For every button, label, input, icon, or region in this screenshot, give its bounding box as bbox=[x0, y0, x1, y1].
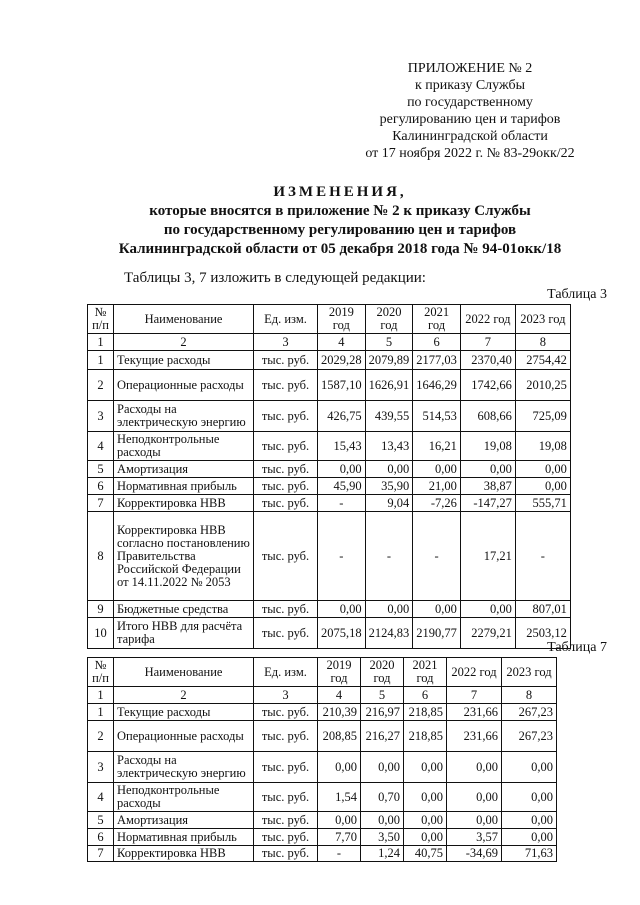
row-value: 21,00 bbox=[413, 478, 461, 495]
column-header-year: 2022 год bbox=[447, 658, 502, 687]
row-value: 13,43 bbox=[365, 432, 413, 461]
row-value: - bbox=[515, 512, 570, 601]
row-value: 0,00 bbox=[318, 812, 361, 829]
row-number: 4 bbox=[88, 783, 114, 812]
table-7 bbox=[87, 657, 557, 862]
column-header-unit: Ед. изм. bbox=[254, 658, 318, 687]
column-index: 8 bbox=[502, 687, 557, 704]
row-value: 35,90 bbox=[365, 478, 413, 495]
column-index: 7 bbox=[460, 334, 515, 351]
row-value: 0,00 bbox=[413, 601, 461, 618]
appendix-block bbox=[340, 60, 600, 162]
row-unit: тыс. руб. bbox=[254, 846, 318, 862]
row-value: 725,09 bbox=[515, 401, 570, 432]
row-value: 0,00 bbox=[502, 752, 557, 783]
row-name: Бюджетные средства bbox=[114, 601, 254, 618]
table-row bbox=[88, 370, 571, 401]
column-index-row bbox=[88, 687, 557, 704]
row-name: Расходы на электрическую энергию bbox=[114, 401, 254, 432]
column-header-year: 2023 год bbox=[515, 305, 570, 334]
row-unit: тыс. руб. bbox=[254, 512, 318, 601]
row-value: 0,00 bbox=[515, 461, 570, 478]
column-header-year: 2021 год bbox=[413, 305, 461, 334]
row-name: Амортизация bbox=[114, 461, 254, 478]
row-unit: тыс. руб. bbox=[254, 401, 318, 432]
table-row bbox=[88, 401, 571, 432]
row-name: Нормативная прибыль bbox=[114, 829, 254, 846]
column-index: 2 bbox=[114, 334, 254, 351]
appendix-line: Калининградской области bbox=[392, 129, 548, 144]
row-number: 5 bbox=[88, 812, 114, 829]
column-index: 1 bbox=[88, 334, 114, 351]
row-value: 2029,28 bbox=[318, 351, 366, 370]
column-index-row bbox=[88, 334, 571, 351]
row-number: 9 bbox=[88, 601, 114, 618]
row-unit: тыс. руб. bbox=[254, 812, 318, 829]
row-value: 208,85 bbox=[318, 721, 361, 752]
row-value: 19,08 bbox=[515, 432, 570, 461]
row-name: Текущие расходы bbox=[114, 351, 254, 370]
row-value: - bbox=[413, 512, 461, 601]
row-value: 267,23 bbox=[502, 704, 557, 721]
column-header-no: № п/п bbox=[88, 305, 114, 334]
column-header-year: 2020 год bbox=[365, 305, 413, 334]
row-value: 0,00 bbox=[404, 812, 447, 829]
column-header-year: 2023 год bbox=[502, 658, 557, 687]
column-header-unit: Ед. изм. bbox=[254, 305, 318, 334]
row-value: 807,01 bbox=[515, 601, 570, 618]
row-value: 2370,40 bbox=[460, 351, 515, 370]
row-value: 426,75 bbox=[318, 401, 366, 432]
row-value: 0,00 bbox=[447, 812, 502, 829]
row-value: 0,00 bbox=[404, 752, 447, 783]
row-number: 4 bbox=[88, 432, 114, 461]
row-number: 3 bbox=[88, 752, 114, 783]
row-value: 38,87 bbox=[460, 478, 515, 495]
row-number: 2 bbox=[88, 721, 114, 752]
row-value: 2177,03 bbox=[413, 351, 461, 370]
row-value: 0,70 bbox=[361, 783, 404, 812]
row-value: -34,69 bbox=[447, 846, 502, 862]
column-index: 4 bbox=[318, 334, 366, 351]
row-value: 439,55 bbox=[365, 401, 413, 432]
row-value: 216,97 bbox=[361, 704, 404, 721]
row-value: 1646,29 bbox=[413, 370, 461, 401]
column-index: 3 bbox=[254, 687, 318, 704]
row-name: Итого НВВ для расчёта тарифа bbox=[114, 618, 254, 649]
table-row bbox=[88, 601, 571, 618]
table-row bbox=[88, 752, 557, 783]
row-value: 40,75 bbox=[404, 846, 447, 862]
table-row bbox=[88, 783, 557, 812]
row-unit: тыс. руб. bbox=[254, 461, 318, 478]
row-value: 0,00 bbox=[460, 461, 515, 478]
table-row bbox=[88, 829, 557, 846]
row-value: 1587,10 bbox=[318, 370, 366, 401]
row-value: 0,00 bbox=[404, 829, 447, 846]
row-value: 2075,18 bbox=[318, 618, 366, 649]
column-index: 4 bbox=[318, 687, 361, 704]
row-number: 7 bbox=[88, 495, 114, 512]
row-value: 218,85 bbox=[404, 704, 447, 721]
row-value: 15,43 bbox=[318, 432, 366, 461]
row-name: Неподконтрольные расходы bbox=[114, 432, 254, 461]
table-row bbox=[88, 846, 557, 862]
row-value: 0,00 bbox=[365, 601, 413, 618]
row-value: 0,00 bbox=[318, 461, 366, 478]
appendix-line: регулированию цен и тарифов bbox=[379, 112, 561, 127]
row-value: 7,70 bbox=[318, 829, 361, 846]
row-value: 0,00 bbox=[515, 478, 570, 495]
row-value: 0,00 bbox=[413, 461, 461, 478]
row-value: 1,24 bbox=[361, 846, 404, 862]
column-index: 5 bbox=[365, 334, 413, 351]
row-number: 2 bbox=[88, 370, 114, 401]
row-number: 10 bbox=[88, 618, 114, 649]
column-index: 6 bbox=[404, 687, 447, 704]
column-header-no: № п/п bbox=[88, 658, 114, 687]
table-caption: Таблица 7 bbox=[547, 640, 607, 655]
table-row bbox=[88, 704, 557, 721]
row-unit: тыс. руб. bbox=[254, 752, 318, 783]
title-line: по государственному регулированию цен и тарифов bbox=[163, 222, 517, 238]
row-name: Корректировка НВВ согласно постановлению Правительства Российской Федерации от 14.11.2022 № 2053 bbox=[114, 512, 254, 601]
row-value: 2190,77 bbox=[413, 618, 461, 649]
row-value: 216,27 bbox=[361, 721, 404, 752]
column-header-name: Наименование bbox=[114, 658, 254, 687]
table-3 bbox=[87, 304, 571, 649]
row-value: 608,66 bbox=[460, 401, 515, 432]
row-value: 1,54 bbox=[318, 783, 361, 812]
row-value: 0,00 bbox=[447, 752, 502, 783]
column-index: 8 bbox=[515, 334, 570, 351]
row-value: 231,66 bbox=[447, 721, 502, 752]
column-header-year: 2020 год bbox=[361, 658, 404, 687]
row-number: 1 bbox=[88, 704, 114, 721]
row-value: -7,26 bbox=[413, 495, 461, 512]
row-value: 3,50 bbox=[361, 829, 404, 846]
row-value: - bbox=[318, 512, 366, 601]
table-row bbox=[88, 721, 557, 752]
row-value: 19,08 bbox=[460, 432, 515, 461]
row-value: 0,00 bbox=[318, 601, 366, 618]
header-row bbox=[88, 305, 571, 334]
appendix-line: по государственному bbox=[407, 95, 533, 110]
row-number: 6 bbox=[88, 478, 114, 495]
table-row bbox=[88, 351, 571, 370]
row-name: Текущие расходы bbox=[114, 704, 254, 721]
row-value: 0,00 bbox=[447, 783, 502, 812]
row-name: Операционные расходы bbox=[114, 721, 254, 752]
row-unit: тыс. руб. bbox=[254, 432, 318, 461]
row-value: 45,90 bbox=[318, 478, 366, 495]
row-value: - bbox=[318, 846, 361, 862]
row-name: Амортизация bbox=[114, 812, 254, 829]
row-value: 231,66 bbox=[447, 704, 502, 721]
row-value: 0,00 bbox=[502, 783, 557, 812]
column-index: 5 bbox=[361, 687, 404, 704]
row-number: 7 bbox=[88, 846, 114, 862]
title-heading: ИЗМЕНЕНИЯ, bbox=[273, 184, 407, 200]
row-value: 1626,91 bbox=[365, 370, 413, 401]
row-value: 2010,25 bbox=[515, 370, 570, 401]
row-unit: тыс. руб. bbox=[254, 704, 318, 721]
row-unit: тыс. руб. bbox=[254, 495, 318, 512]
row-value: 514,53 bbox=[413, 401, 461, 432]
row-value: 2279,21 bbox=[460, 618, 515, 649]
row-unit: тыс. руб. bbox=[254, 351, 318, 370]
row-name: Корректировка НВВ bbox=[114, 495, 254, 512]
table-row bbox=[88, 618, 571, 649]
row-value: 2503,12 bbox=[515, 618, 570, 649]
row-value: 2124,83 bbox=[365, 618, 413, 649]
column-index: 1 bbox=[88, 687, 114, 704]
table-row bbox=[88, 512, 571, 601]
row-value: 17,21 bbox=[460, 512, 515, 601]
appendix-line: от 17 ноября 2022 г. № 83-29окк/22 bbox=[365, 146, 575, 161]
row-number: 5 bbox=[88, 461, 114, 478]
column-index: 7 bbox=[447, 687, 502, 704]
row-value: 9,04 bbox=[365, 495, 413, 512]
row-name: Расходы на электрическую энергию bbox=[114, 752, 254, 783]
row-number: 6 bbox=[88, 829, 114, 846]
column-header-year: 2019 год bbox=[318, 658, 361, 687]
appendix-line: к приказу Службы bbox=[415, 78, 525, 93]
row-value: 218,85 bbox=[404, 721, 447, 752]
table-row bbox=[88, 495, 571, 512]
row-value: 16,21 bbox=[413, 432, 461, 461]
row-unit: тыс. руб. bbox=[254, 721, 318, 752]
row-value: 267,23 bbox=[502, 721, 557, 752]
row-unit: тыс. руб. bbox=[254, 601, 318, 618]
row-value: - bbox=[365, 512, 413, 601]
row-value: -147,27 bbox=[460, 495, 515, 512]
row-unit: тыс. руб. bbox=[254, 829, 318, 846]
row-name: Неподконтрольные расходы bbox=[114, 783, 254, 812]
row-unit: тыс. руб. bbox=[254, 370, 318, 401]
row-name: Нормативная прибыль bbox=[114, 478, 254, 495]
row-value: 0,00 bbox=[502, 829, 557, 846]
row-value: 0,00 bbox=[361, 752, 404, 783]
row-value: 0,00 bbox=[460, 601, 515, 618]
column-header-year: 2019 год bbox=[318, 305, 366, 334]
row-value: 0,00 bbox=[404, 783, 447, 812]
row-value: 3,57 bbox=[447, 829, 502, 846]
table-row bbox=[88, 812, 557, 829]
row-value: 0,00 bbox=[502, 812, 557, 829]
column-header-name: Наименование bbox=[114, 305, 254, 334]
title-line: которые вносятся в приложение № 2 к приказу Службы bbox=[149, 203, 531, 219]
table-row bbox=[88, 432, 571, 461]
column-header-year: 2022 год bbox=[460, 305, 515, 334]
row-value: 2754,42 bbox=[515, 351, 570, 370]
table-row bbox=[88, 461, 571, 478]
row-value: 71,63 bbox=[502, 846, 557, 862]
row-value: 0,00 bbox=[361, 812, 404, 829]
row-value: 555,71 bbox=[515, 495, 570, 512]
column-index: 6 bbox=[413, 334, 461, 351]
row-number: 1 bbox=[88, 351, 114, 370]
column-header-year: 2021 год bbox=[404, 658, 447, 687]
row-number: 8 bbox=[88, 512, 114, 601]
row-number: 3 bbox=[88, 401, 114, 432]
row-unit: тыс. руб. bbox=[254, 783, 318, 812]
row-value: 0,00 bbox=[365, 461, 413, 478]
table-row bbox=[88, 478, 571, 495]
header-row bbox=[88, 658, 557, 687]
document-title bbox=[60, 183, 620, 259]
row-unit: тыс. руб. bbox=[254, 478, 318, 495]
instruction-text: Таблицы 3, 7 изложить в следующей редакции: bbox=[124, 270, 426, 286]
table-caption: Таблица 3 bbox=[547, 287, 607, 302]
title-line: Калининградской области от 05 декабря 2018 года № 94-01окк/18 bbox=[118, 241, 562, 257]
row-value: 2079,89 bbox=[365, 351, 413, 370]
row-unit: тыс. руб. bbox=[254, 618, 318, 649]
column-index: 2 bbox=[114, 687, 254, 704]
row-value: 1742,66 bbox=[460, 370, 515, 401]
row-value: 0,00 bbox=[318, 752, 361, 783]
column-index: 3 bbox=[254, 334, 318, 351]
row-value: - bbox=[318, 495, 366, 512]
row-name: Операционные расходы bbox=[114, 370, 254, 401]
row-name: Корректировка НВВ bbox=[114, 846, 254, 862]
appendix-line: ПРИЛОЖЕНИЕ № 2 bbox=[407, 61, 533, 76]
row-value: 210,39 bbox=[318, 704, 361, 721]
